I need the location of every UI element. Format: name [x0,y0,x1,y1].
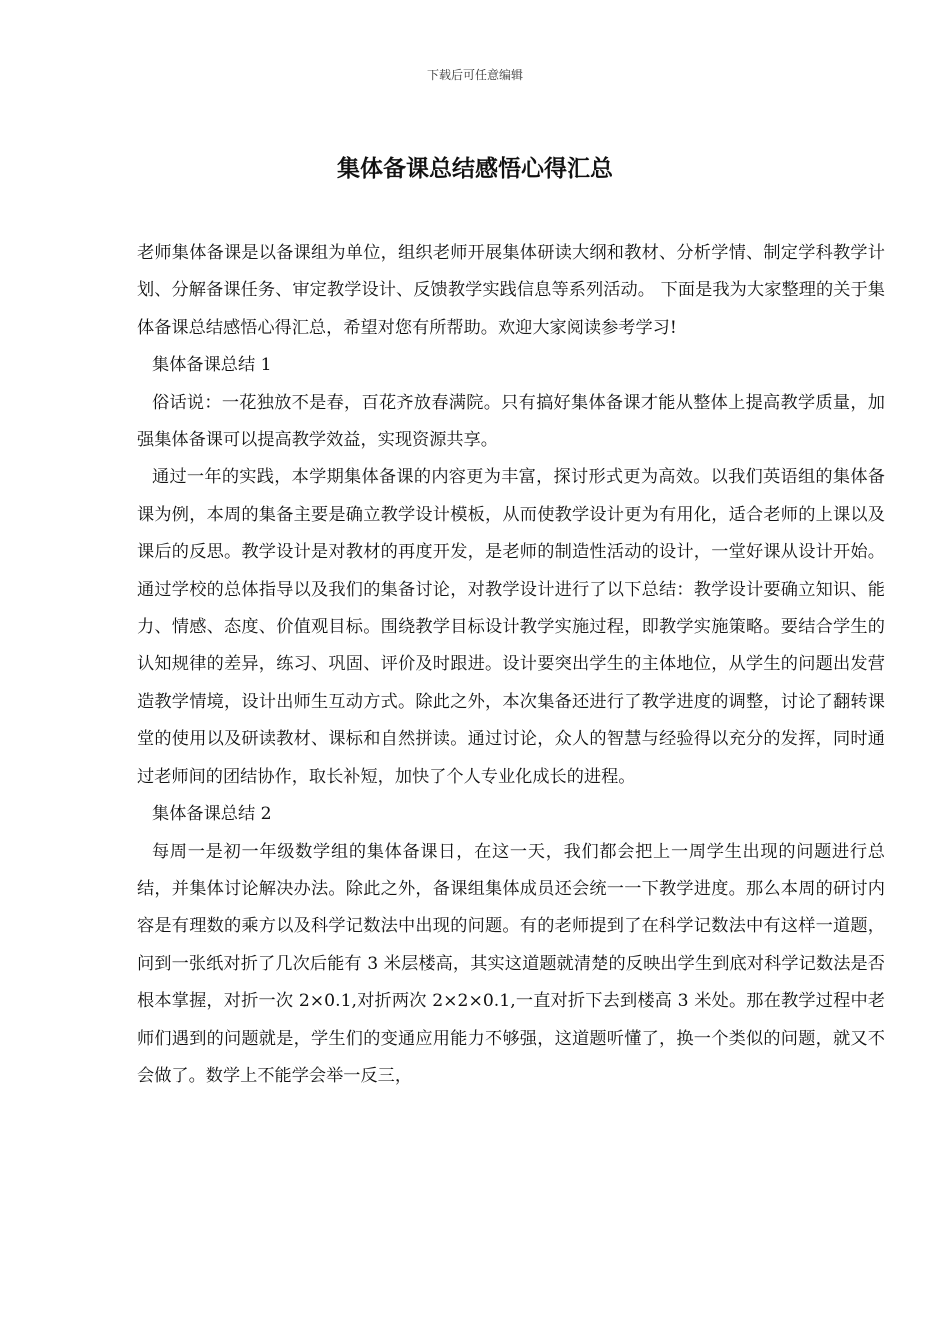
section-paragraph: 俗话说：一花独放不是春，百花齐放春满院。只有搞好集体备课才能从整体上提高教学质量，加强集体备课可以提高教学效益，实现资源共享。 [137,392,885,451]
intro-paragraph: 老师集体备课是以备课组为单位，组织老师开展集体研读大纲和教材、分析学情、制定学科教学计划、分解备课任务、审定教学设计、反馈教学实践信息等系列活动。 下面是我为大家整理的关于集体备课总结感悟心得汇总，希望对您有所帮助。欢迎大家阅读参考学习! [137,243,885,338]
section-heading: 集体备课总结 1 [152,355,272,376]
document-title: 集体备课总结感悟心得汇总 [337,156,613,182]
section-2 [137,796,885,1095]
page-header-note: 下载后可任意编辑 [426,68,523,82]
document-body [137,235,885,1095]
section-paragraph: 通过一年的实践，本学期集体备课的内容更为丰富，探讨形式更为高效。以我们英语组的集体备课为例，本周的集备主要是确立教学设计模板，从而使教学设计更为有用化，适合老师的上课以及课后的反思。教学设计是对教材的再度开发，是老师的制造性活动的设计，一堂好课从设计开始。通过学校的总体指导以及我们的集备讨论，对教学设计进行了以下总结：教学设计要确立知识、能力、情感、态度、价值观目标。围绕教学目标设计教学实施过程，即教学实施策略。要结合学生的认知规律的差异，练习、巩固、评价及时跟进。设计要突出学生的主体地位，从学生的问题出发营造教学情境，设计出师生互动方式。除此之外，本次集备还进行了教学进度的调整，讨论了翻转课堂的使用以及研读教材、课标和自然拼读。通过讨论，众人的智慧与经验得以充分的发挥，同时通过老师间的团结协作，取长补短，加快了个人专业化成长的进程。 [137,467,885,787]
section-1 [137,347,885,796]
section-heading: 集体备课总结 2 [152,804,272,825]
section-paragraph: 每周一是初一年级数学组的集体备课日，在这一天，我们都会把上一周学生出现的问题进行总结，并集体讨论解决办法。除此之外，备课组集体成员还会统一一下教学进度。那么本周的研讨内容是有理数的乘方以及科学记数法中出现的问题。有的老师提到了在科学记数法中有这样一道题，问到一张纸对折了几次后能有 3 米层楼高，其实这道题就清楚的反映出学生到底对科学记数法是否根本掌握，对折一次 2×0.1,对折两次 2×2×0.1,一直对折下去到楼高 3 米处。那在教学过程中老师们遇到的问题就是，学生们的变通应用能力不够强，这道题听懂了，换一个类似的问题，就又不会做了。数学上不能学会举一反三， [137,841,885,1086]
